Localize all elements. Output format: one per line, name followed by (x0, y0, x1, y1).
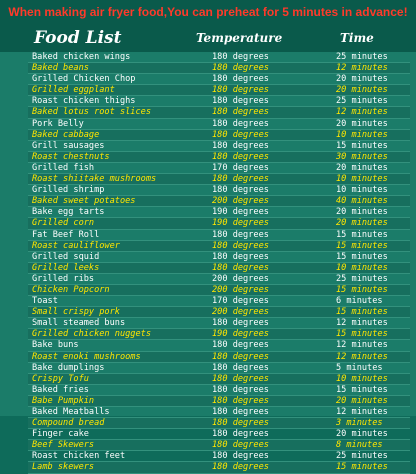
table-row (28, 407, 410, 418)
table-row (28, 185, 410, 196)
preheat-banner: When making air fryer food,You can preheat for 5 minutes in advance! (0, 0, 416, 24)
food-name: Baked Meatballs (32, 407, 110, 417)
food-name: Lamb skewers (32, 462, 95, 473)
time-value: 30 minutes (336, 151, 388, 162)
time-value: 15 minutes (336, 140, 388, 151)
temperature-value: 180 degrees (212, 52, 269, 62)
temperature-value: 180 degrees (212, 340, 269, 351)
table-row (28, 352, 410, 363)
temperature-value: 180 degrees (212, 373, 269, 384)
table-row (28, 196, 410, 207)
time-value: 20 minutes (336, 207, 388, 218)
food-name: Grilled eggplant (32, 85, 115, 96)
time-value: 20 minutes (336, 429, 388, 440)
table-row (28, 52, 410, 63)
table-row (28, 263, 410, 274)
time-value: 25 minutes (336, 52, 388, 62)
time-value: 25 minutes (336, 451, 388, 462)
temperature-value: 190 degrees (212, 218, 269, 229)
temperature-value: 170 degrees (212, 296, 269, 307)
temperature-value: 180 degrees (212, 85, 269, 96)
temperature-value: 170 degrees (212, 162, 269, 173)
time-value: 15 minutes (336, 329, 388, 340)
time-value: 10 minutes (336, 174, 388, 185)
table-row (28, 163, 410, 174)
food-name: Roast cauliflower (32, 240, 120, 251)
food-name: Roast chicken thighs (32, 96, 136, 107)
time-value: 12 minutes (336, 351, 388, 362)
table-row (28, 63, 410, 74)
time-value: 15 minutes (336, 462, 388, 473)
header-time: Time (340, 31, 374, 45)
food-name: Baked beans (32, 63, 89, 74)
food-name: Grill sausages (32, 140, 105, 151)
food-name: Baked cabbage (32, 129, 100, 140)
table-row (28, 152, 410, 163)
time-value: 25 minutes (336, 273, 388, 284)
time-value: 10 minutes (336, 185, 388, 196)
temperature-value: 180 degrees (212, 351, 269, 362)
table-row (28, 340, 410, 351)
table-row (28, 241, 410, 252)
table-row (28, 363, 410, 374)
temperature-value: 180 degrees (212, 462, 269, 473)
temperature-value: 180 degrees (212, 174, 269, 185)
food-name: Baked lotus root slices (32, 107, 151, 118)
time-value: 15 minutes (336, 284, 388, 295)
table-header (0, 24, 416, 52)
table-row (28, 74, 410, 85)
temperature-value: 180 degrees (212, 251, 269, 262)
temperature-value: 180 degrees (212, 129, 269, 140)
time-value: 20 minutes (336, 118, 388, 129)
table-row (28, 385, 410, 396)
temperature-value: 200 degrees (212, 196, 269, 207)
time-value: 6 minutes (336, 296, 383, 307)
food-name: Chicken Popcorn (32, 284, 110, 295)
food-name: Grilled ribs (32, 273, 95, 284)
temperature-value: 180 degrees (212, 318, 269, 329)
temperature-value: 180 degrees (212, 185, 269, 196)
temperature-value: 180 degrees (212, 229, 269, 240)
table-row (28, 374, 410, 385)
table-row (28, 429, 410, 440)
temperature-value: 180 degrees (212, 440, 269, 451)
table-row (28, 252, 410, 263)
food-name: Roast enoki mushrooms (32, 351, 141, 362)
food-name: Toast (32, 296, 58, 307)
table-row (28, 418, 410, 429)
food-name: Grilled corn (32, 218, 95, 229)
food-table (28, 52, 410, 473)
table-row (28, 307, 410, 318)
food-name: Roast chicken feet (32, 451, 126, 462)
table-row (28, 218, 410, 229)
table-row (28, 285, 410, 296)
temperature-value: 180 degrees (212, 429, 269, 440)
food-name: Bake dumplings (32, 362, 105, 373)
temperature-value: 200 degrees (212, 273, 269, 284)
temperature-value: 180 degrees (212, 107, 269, 118)
time-value: 12 minutes (336, 340, 388, 351)
food-name: Crispy Tofu (32, 373, 89, 384)
food-name: Roast shiitake mushrooms (32, 174, 157, 185)
food-name: Grilled squid (32, 251, 100, 262)
food-name: Grilled fish (32, 162, 95, 173)
food-name: Grilled chicken nuggets (32, 329, 151, 340)
table-row (28, 296, 410, 307)
table-row (28, 318, 410, 329)
table-row (28, 207, 410, 218)
temperature-value: 190 degrees (212, 207, 269, 218)
temperature-value: 180 degrees (212, 395, 269, 406)
time-value: 12 minutes (336, 107, 388, 118)
temperature-value: 180 degrees (212, 63, 269, 74)
temperature-value: 180 degrees (212, 407, 269, 417)
food-name: Small steamed buns (32, 318, 126, 329)
food-name: Roast chestnuts (32, 151, 110, 162)
temperature-value: 180 degrees (212, 96, 269, 107)
food-name: Baked sweet potatoes (32, 196, 136, 207)
temperature-value: 180 degrees (212, 418, 269, 429)
food-name: Beef Skewers (32, 440, 95, 451)
temperature-value: 180 degrees (212, 262, 269, 273)
table-row (28, 141, 410, 152)
table-row (28, 119, 410, 130)
header-temperature: Temperature (196, 31, 283, 45)
food-name: Bake buns (32, 340, 79, 351)
time-value: 12 minutes (336, 318, 388, 329)
time-value: 5 minutes (336, 362, 383, 373)
temperature-value: 200 degrees (212, 307, 269, 318)
temperature-value: 190 degrees (212, 329, 269, 340)
temperature-value: 180 degrees (212, 384, 269, 395)
time-value: 15 minutes (336, 307, 388, 318)
time-value: 15 minutes (336, 229, 388, 240)
temperature-value: 180 degrees (212, 74, 269, 85)
time-value: 8 minutes (336, 440, 383, 451)
table-row (28, 107, 410, 118)
food-name: Grilled Chicken Chop (32, 74, 136, 85)
time-value: 15 minutes (336, 240, 388, 251)
table-row (28, 274, 410, 285)
time-value: 20 minutes (336, 85, 388, 96)
time-value: 20 minutes (336, 74, 388, 85)
header-food-list: Food List (34, 28, 122, 48)
food-name: Baked chicken wings (32, 52, 131, 62)
time-value: 40 minutes (336, 196, 388, 207)
food-name: Bake egg tarts (32, 207, 105, 218)
food-name: Babe Pumpkin (32, 395, 95, 406)
table-row (28, 130, 410, 141)
table-row (28, 85, 410, 96)
food-name: Compound bread (32, 418, 105, 429)
time-value: 3 minutes (336, 418, 383, 429)
temperature-value: 200 degrees (212, 284, 269, 295)
table-row (28, 96, 410, 107)
time-value: 10 minutes (336, 262, 388, 273)
table-row (28, 230, 410, 241)
table-row (28, 174, 410, 185)
time-value: 15 minutes (336, 384, 388, 395)
time-value: 12 minutes (336, 407, 388, 417)
food-name: Finger cake (32, 429, 89, 440)
time-value: 25 minutes (336, 96, 388, 107)
food-name: Grilled leeks (32, 262, 100, 273)
temperature-value: 180 degrees (212, 140, 269, 151)
time-value: 10 minutes (336, 129, 388, 140)
food-name: Fat Beef Roll (32, 229, 100, 240)
time-value: 12 minutes (336, 63, 388, 74)
table-row (28, 396, 410, 407)
table-row (28, 451, 410, 462)
food-name: Small crispy pork (32, 307, 120, 318)
temperature-value: 180 degrees (212, 362, 269, 373)
time-value: 20 minutes (336, 162, 388, 173)
time-value: 20 minutes (336, 395, 388, 406)
time-value: 10 minutes (336, 373, 388, 384)
time-value: 15 minutes (336, 251, 388, 262)
table-row (28, 440, 410, 451)
temperature-value: 180 degrees (212, 151, 269, 162)
table-row (28, 329, 410, 340)
table-row (28, 462, 410, 473)
food-name: Baked fries (32, 384, 89, 395)
time-value: 20 minutes (336, 218, 388, 229)
food-name: Grilled shrimp (32, 185, 105, 196)
temperature-value: 180 degrees (212, 451, 269, 462)
food-name: Pork Belly (32, 118, 84, 129)
temperature-value: 180 degrees (212, 118, 269, 129)
temperature-value: 180 degrees (212, 240, 269, 251)
